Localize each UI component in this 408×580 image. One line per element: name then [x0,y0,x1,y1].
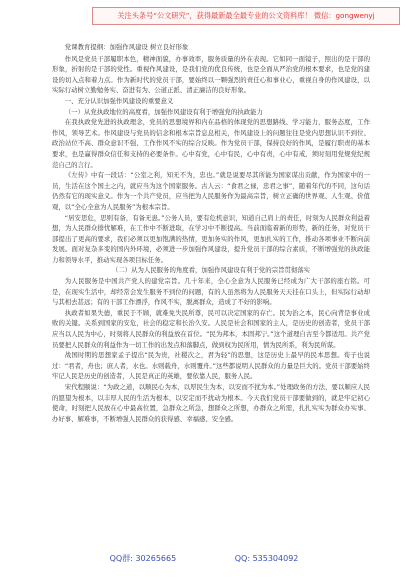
paragraph: 在我执政党先进的执政理念，党员的思想境界和内在品格的体现党的思想路线、学习能力，服务态度，工作作风，领导艺术。作风建设与党员的信念和根本宗旨息息相关，作风建设上的问题往往是党内思想认识不到位、政治站位不高、群众意识不强、工作作风不实的综合反映。作为党员干部，保持良好的作风，是履行职责的基本要求，也是赢得群众信任和支持的必要条件。心中有党，心中有民，心中有责，心中有戒，须时刻用党规党纪规范自己的言行。 [52,118,370,169]
paragraph: 战国时期的思想家孟子提出“民为贵，社稷次之，君为轻”的思想，这是历史上最早的民本思想。荀子也说过：“君者，舟也；庶人者，水也。水则载舟，水则覆舟。”这些都说明人民群众的力量是巨大的。党员干部要始终牢记人民是历史的创造者，人民是真正的英雄，要依靠人民，服务人民。 [52,351,370,381]
document-title: 党课教育提纲：加强作风建设 树立良好形象 [64,43,189,51]
paragraph: 为人民服务是中国共产党人的建党宗旨。几十年来，全心全意为人民服务已经成为广大干部的座右铭。可是，在现实生活中，却经常会发生服务不到位的问题，有的人虽然将为人民服务天天挂在口头上，但实际行动却与其相去甚远；有的干部工作漂浮，作风不实，脱离群众，造成了不好的影响。 [52,277,370,307]
footer-qq: QQ: 535304092 [234,554,299,563]
paragraph: 作风是党员干部履职本色，精神面貌，办事效率，服务质量的外在表现。它如同一面镜子，照出的是干部的形象，折射的是干部的党性。重视作风建设，是我们党的优良传统，也是全面从严治党的根本要求，也是党的建设的切入点和着力点。作为新时代的党员干部，要始终以一颗强烈的责任心和事业心，重视自身的作风建设，以实际行动树立勤勉务实、奋进有为、公道正派、清正廉洁的良好形象。 [52,54,370,95]
footer [0,553,408,564]
subsection-heading: （二）从为人民服务的角度看，加强作风建设有利于党的宗旨贯彻落实 [111,266,311,275]
paragraph: 宋代程颐说：“为政之道，以顺民心为本，以厚民生为本，以安而不扰为本。”处理政务的方法，要以顺应人民的愿望为根本，以丰厚人民的生活为根本，以安定而不扰动为根本。今天我们党员干部要做到的，就是牢记初心使命，时刻把人民放在心中最高位置，急群众之所急，想群众之所想，办群众之所需，扎扎实实为群众办实事、办好事、解难事，不断增强人民群众的获得感、幸福感、安全感。 [52,383,370,423]
subsection-heading: （一）从党执政地位的高度看，加强作风建设有利于增强党的执政能力 [64,107,263,116]
promo-banner: 关注头条号“公文研究”，获得最新最全最专业的公文资料库！ 微信：gongwenyj [92,7,400,25]
paragraph: 执政者如果失德，重民于不顾，就难免失民所尊，民可以决定国家的存亡。民为治之本，民心向背是事业成败的关键。关系到国家的安危，社会的稳定和长治久安。人民是社会和国家的主人，是历史的创造者，党员干部应当以人民为中心，时刻将人民群众的利益放在首位。“民为邦本，本固邦宁。”这个道理自古至今都适用。共产党员要把人民群众的利益作为一切工作的出发点和落脚点，做到权为民所用，情为民所系，利为民所谋。 [52,308,370,349]
paragraph: “居安思危，思则有备，有备无患。”公务人员，要有危机意识，知道自己肩上的责任，时刻为人民群众利益着想，为人民群众排忧解难，在工作中不断进取，在学习中不断提高。当前面临着新的形势，新的任务，对党员干部提出了更高的要求，我们必须以更加饱满的热情，更加务实的作风，更加扎实的工作，推动各项事业不断向前发展。面对复杂多变的国内外环境，必须进一步加强作风建设，提升党员干部的综合素质，不断增强党的执政能力和领导水平，推动实现各项目标任务。 [52,213,370,264]
footer-qq-group: QQ群: 30265665 [109,554,177,563]
document-body [52,42,370,424]
paragraph: 《左传》中有一段话：“公室之利，知无不为，忠也。”就是说要尽其所能为国家谋出贡献，作为国家中的一员，生活在这个国土之内，就应当为这个国家服务。古人云：“食君之禄，忠君之事”，随着年代的不同，这句话仍然有它的现实意义。作为一个共产党员，应当把为人民服务作为最高宗旨，树立正确的世界观、人生观、价值观，以“全心全意为人民服务”为根本宗旨。 [52,171,370,211]
section-heading: 一、充分认识加强作风建设的重要意义 [64,96,174,105]
